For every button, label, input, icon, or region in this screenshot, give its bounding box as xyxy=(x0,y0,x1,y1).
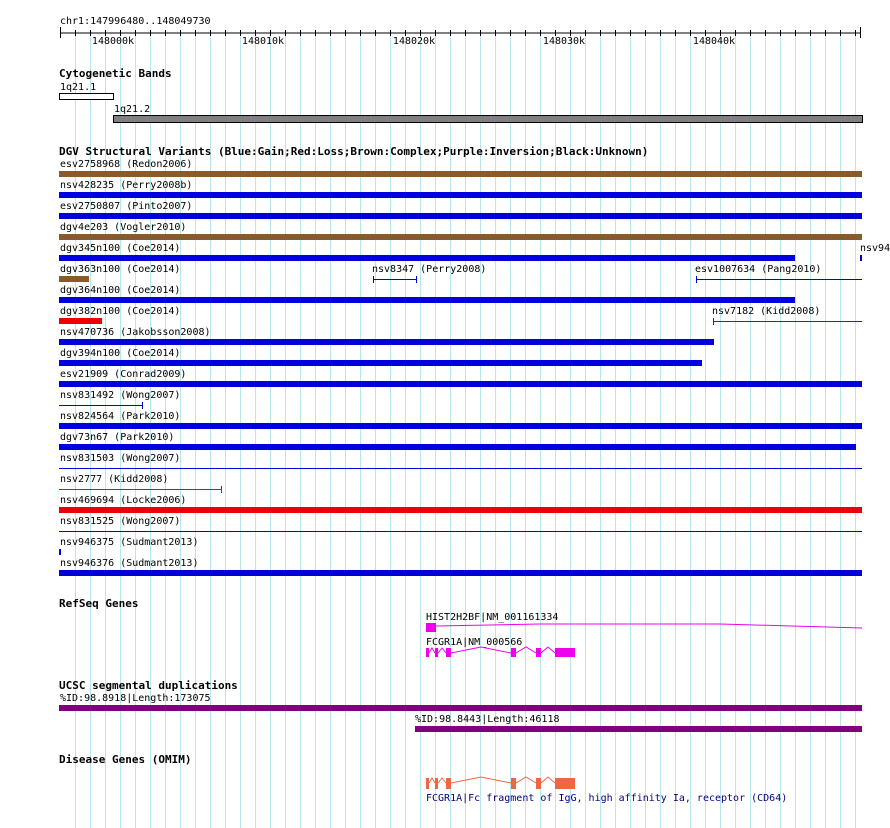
variant-label: nsv2777 (Kidd2008) xyxy=(60,474,169,485)
track-refseq-genes xyxy=(59,597,862,657)
omim-gene-label[interactable]: FCGR1A|Fc fragment of IgG, high affinity Ia, receptor (CD64) xyxy=(426,793,788,804)
variant-label: dgv363n100 (Coe2014) xyxy=(60,264,181,275)
track-title: Disease Genes (OMIM) xyxy=(59,753,192,766)
omim-exon[interactable] xyxy=(446,778,451,789)
variant-bar[interactable] xyxy=(59,213,862,219)
omim-intron xyxy=(541,777,555,783)
variant-label: nsv831492 (Wong2007) xyxy=(60,390,181,401)
variant-bar[interactable] xyxy=(59,276,89,282)
band-label-1q21-1: 1q21.1 xyxy=(60,82,97,93)
omim-exon[interactable] xyxy=(536,778,541,789)
variant-label: dgv394n100 (Coe2014) xyxy=(60,348,181,359)
variant-bar[interactable] xyxy=(59,444,856,450)
variant-label: esv21909 (Conrad2009) xyxy=(60,369,187,380)
ruler-tick-label: 148010k xyxy=(241,36,285,47)
gene-intron[interactable] xyxy=(436,624,862,628)
segdup-label: %ID:98.8443|Length:46118 xyxy=(415,714,560,725)
variant-label: nsv831525 (Wong2007) xyxy=(60,516,181,527)
track-title: RefSeq Genes xyxy=(59,597,139,610)
segdup-bar[interactable] xyxy=(415,726,862,732)
variant-label: dgv382n100 (Coe2014) xyxy=(60,306,181,317)
track-disease-genes-omim xyxy=(59,753,787,804)
omim-exon[interactable] xyxy=(435,778,438,789)
gene-model-fcgr1a[interactable] xyxy=(426,647,575,657)
variant-label: dgv364n100 (Coe2014) xyxy=(60,285,181,296)
variant-bar[interactable] xyxy=(59,507,862,513)
variant-label: nsv7182 (Kidd2008) xyxy=(712,306,821,317)
variant-bar[interactable] xyxy=(59,549,61,555)
ruler-tick-label: 148030k xyxy=(542,36,586,47)
gene-label: FCGR1A|NM_000566 xyxy=(426,637,523,648)
variant-label: esv2750807 (Pinto2007) xyxy=(60,201,193,212)
gene-intron xyxy=(541,647,555,653)
variant-bar[interactable] xyxy=(59,381,862,387)
variant-bar[interactable] xyxy=(59,318,102,324)
segdup-label: %ID:98.8918|Length:173075 xyxy=(60,693,211,704)
variant-label: dgv4e203 (Vogler2010) xyxy=(60,222,187,233)
ruler-tick-label: 148000k xyxy=(91,36,135,47)
variant-label: nsv428235 (Perry2008b) xyxy=(60,180,193,191)
variant-bar[interactable] xyxy=(59,234,862,240)
omim-gene-model[interactable] xyxy=(426,777,575,789)
track-title: DGV Structural Variants (Blue:Gain;Red:Loss;Brown:Complex;Purple:Inversion;Black:Unknown) xyxy=(59,145,649,158)
omim-exon[interactable] xyxy=(426,778,429,789)
variant-label: nsv824564 (Park2010) xyxy=(60,411,181,422)
ruler-range-label: chr1:147996480..148049730 xyxy=(60,16,211,27)
track-title: Cytogenetic Bands xyxy=(59,67,172,80)
track-title: UCSC segmental duplications xyxy=(59,679,238,692)
ruler-tick-label: 148040k xyxy=(692,36,736,47)
gene-exon[interactable] xyxy=(435,648,438,657)
variant-bar[interactable] xyxy=(59,297,795,303)
gene-exon[interactable] xyxy=(446,648,451,657)
variant-label: dgv345n100 (Coe2014) xyxy=(60,243,181,254)
band-1q21-2[interactable] xyxy=(114,116,863,123)
segdup-bar[interactable] xyxy=(59,705,862,711)
variant-bar[interactable] xyxy=(59,360,702,366)
gene-intron xyxy=(438,648,446,653)
variant-bar[interactable] xyxy=(59,570,862,576)
variant-label: nsv946376 (Sudmant2013) xyxy=(60,558,199,569)
gene-exon[interactable] xyxy=(536,648,541,657)
variant-bar[interactable] xyxy=(59,192,862,198)
variant-label: nsv946375 (Sudmant2013) xyxy=(60,537,199,548)
variant-label: nsv469694 (Locke2006) xyxy=(60,495,187,506)
track-cytogenetic-bands xyxy=(59,67,863,123)
variant-label: nsv94 xyxy=(860,243,890,254)
variant-label: nsv470736 (Jakobsson2008) xyxy=(60,327,211,338)
gene-exon[interactable] xyxy=(555,648,575,657)
variant-bar[interactable] xyxy=(59,171,862,177)
gene-exon[interactable] xyxy=(426,648,429,657)
variant-bar[interactable] xyxy=(860,255,862,261)
variant-bar[interactable] xyxy=(59,339,714,345)
gene-label: HIST2H2BF|NM_001161334 xyxy=(426,612,559,623)
gene-exon[interactable] xyxy=(511,648,516,657)
omim-exon[interactable] xyxy=(511,778,516,789)
omim-intron xyxy=(429,778,435,783)
variant-label: esv2758968 (Redon2006) xyxy=(60,159,193,170)
band-1q21-1[interactable] xyxy=(60,94,114,100)
variant-bar[interactable] xyxy=(59,255,795,261)
variant-label: nsv831503 (Wong2007) xyxy=(60,453,181,464)
gene-exon[interactable] xyxy=(426,623,436,632)
ruler-tick-label: 148020k xyxy=(392,36,436,47)
variant-label: nsv8347 (Perry2008) xyxy=(372,264,487,275)
band-label-1q21-2: 1q21.2 xyxy=(114,104,151,115)
omim-intron xyxy=(438,778,446,783)
gene-intron xyxy=(429,648,435,653)
variant-label: dgv73n67 (Park2010) xyxy=(60,432,175,443)
variant-bar[interactable] xyxy=(59,423,862,429)
variant-label: esv1007634 (Pang2010) xyxy=(695,264,822,275)
track-segmental-duplications xyxy=(59,679,862,732)
omim-exon[interactable] xyxy=(555,778,575,789)
